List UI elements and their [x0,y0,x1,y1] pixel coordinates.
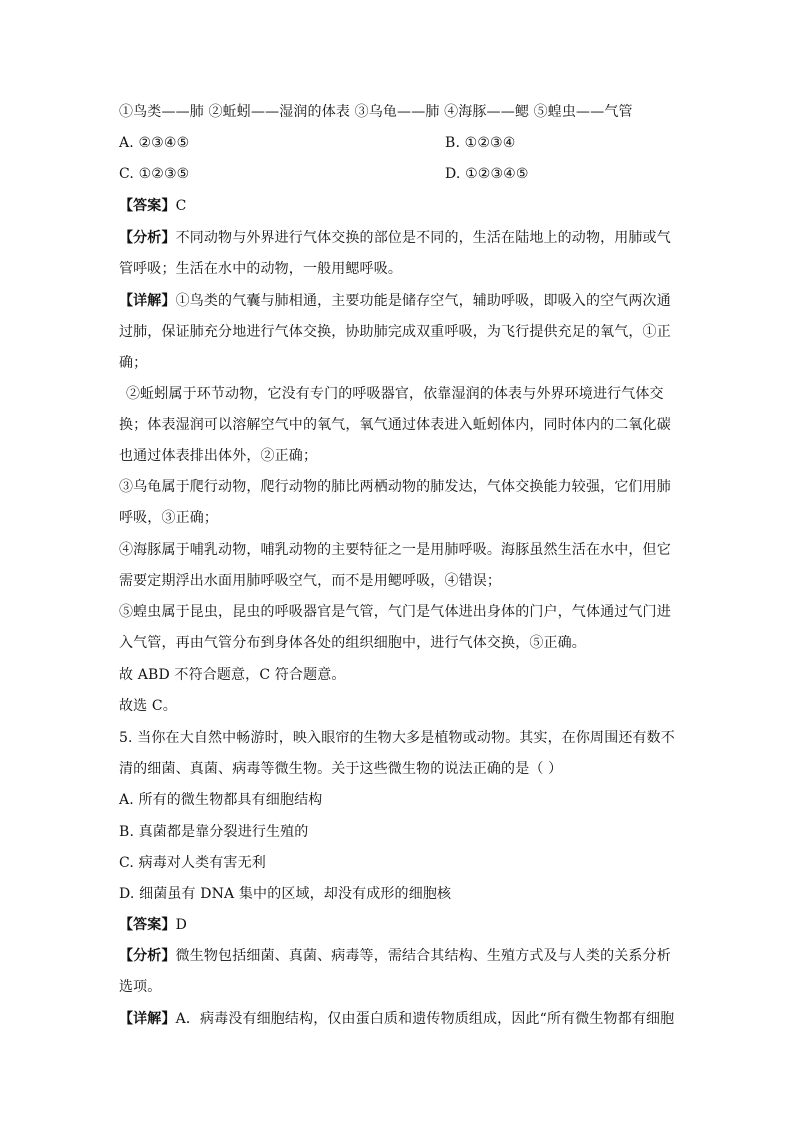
q4-detail-line-3: 确； [119,355,148,371]
analysis-text: 不同动物与外界进行气体交换的部位是不同的，生活在陆地上的动物，用肺或气 [175,230,671,246]
answer-tag: 【答案】 [119,198,176,214]
q4-pairs: ①鸟类——肺 ②蚯蚓——湿润的体表 ③乌龟——肺 ④海豚——鳃 ⑤蝗虫——气管 [119,104,633,120]
analysis-tag: 【分析】 [119,948,176,964]
q4-option-d: D. ①②③④⑤ [445,166,529,182]
q4-detail-line-2: 过肺，保证肺充分地进行气体交换，协助肺完成双重呼吸，为飞行提供充足的氧气，①正 [119,324,671,340]
q4-detail-line-5: 换；体表湿润可以溶解空气中的氧气，氧气通过体表进入蚯蚓体内，同时体内的二氧化碳 [119,417,671,433]
q4-detail-line-12: 入气管，再由气管分布到身体各处的组织细胞中，进行气体交换，⑤正确。 [119,635,586,651]
q4-detail-line-11: ⑤蝗虫属于昆虫，昆虫的呼吸器官是气管，气门是气体进出身体的门户，气体通过气门进 [119,604,671,620]
detail-text: A．病毒没有细胞结构，仅由蛋白质和遗传物质组成，因此“所有微生物都有细胞 [175,1011,675,1027]
q4-analysis-line-1 [119,228,679,248]
q5-option-d: D. 细菌虽有 DNA 集中的区域，却没有成形的细胞核 [119,886,452,902]
q4-option-c: C. ①②③⑤ [119,166,190,182]
q4-option-b: B. ①②③④ [445,135,516,151]
q5-option-a: A. 所有的微生物都具有细胞结构 [119,792,323,808]
q4-detail-line-7: ③乌龟属于爬行动物，爬行动物的肺比两栖动物的肺发达，气体交换能力较强，它们用肺 [119,479,671,495]
q4-detail-line-10: 需要定期浮出水面用肺呼吸空气，而不是用鳃呼吸，④错误； [119,573,502,589]
q5-stem-line-1: 5. 当你在大自然中畅游时，映入眼帘的生物大多是植物或动物。其实，在你周围还有数不 [119,730,675,746]
q4-detail-line-1 [119,291,679,311]
answer-value: C [175,198,187,214]
detail-tag: 【详解】 [119,293,176,309]
q5-option-b: B. 真菌都是靠分裂进行生殖的 [119,824,309,840]
q4-detail-line-6: 也通过体表排出体外，②正确； [119,448,318,464]
q5-analysis-line-2: 选项。 [119,979,162,995]
analysis-text: 微生物包括细菌、真菌、病毒等，需结合其结构、生殖方式及与人类的关系分析 [175,948,671,964]
detail-tag: 【详解】 [119,1011,176,1027]
q5-analysis-line-1 [119,946,679,966]
q4-choose: 故选 C。 [119,698,177,714]
answer-value: D [175,917,187,933]
detail-text: ①鸟类的气囊与肺相通，主要功能是储存空气，辅助呼吸，即吸入的空气两次通 [175,293,671,309]
q5-answer [119,915,679,935]
q4-detail-line-4: ②蚯蚓属于环节动物，它没有专门的呼吸器官，依靠湿润的体表与外界环境进行气体交 [126,386,664,402]
analysis-tag: 【分析】 [119,230,176,246]
answer-tag: 【答案】 [119,917,176,933]
q4-detail-line-9: ④海豚属于哺乳动物，哺乳动物的主要特征之一是用肺呼吸。海豚虽然生活在水中，但它 [119,542,671,558]
q4-conclusion: 故 ABD 不符合题意，C 符合题意。 [119,667,346,683]
q5-detail-line-1 [119,1009,679,1029]
q4-answer [119,196,679,216]
q5-option-c: C. 病毒对人类有害无利 [119,855,266,871]
q4-detail-line-8: 呼吸，③正确； [119,510,219,526]
q5-stem-line-2: 清的细菌、真菌、病毒等微生物。关于这些微生物的说法正确的是（ ） [119,761,563,777]
q4-analysis-line-2: 管呼吸；生活在水中的动物，一般用鳃呼吸。 [119,261,402,277]
q4-option-a: A. ②③④⑤ [119,135,190,151]
